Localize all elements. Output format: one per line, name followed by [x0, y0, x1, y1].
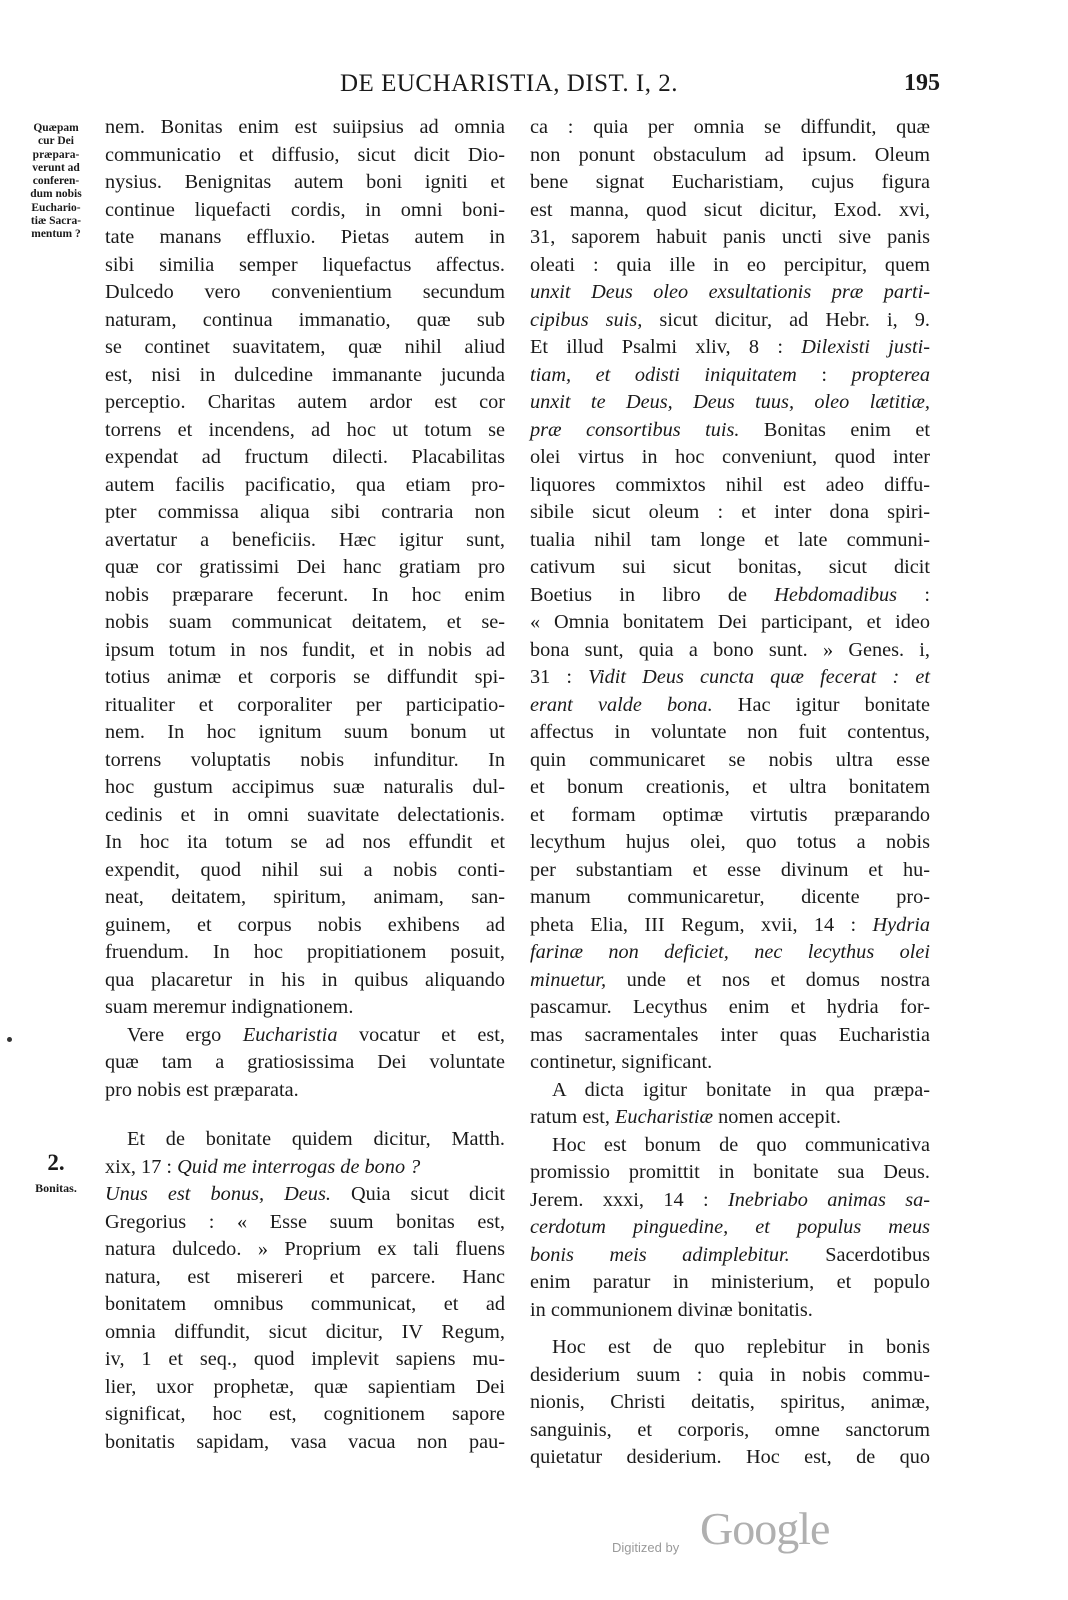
margin-note-line: Euchario- [31, 201, 81, 214]
text-line: iv, 1 et seq., quod implevit sapiens mu- [105, 1348, 505, 1370]
margin-note-line: tiæ Sacra- [30, 215, 82, 228]
text-line: quin communicaret se nobis ultra esse [530, 748, 930, 771]
text-line: est, nisi in dulcedine immanante jucunda [105, 363, 505, 386]
paragraph-3-line: xix, 17 : Quid me interrogas de bono ? [105, 1155, 421, 1178]
text-line: omnia diffundit, sicut dicitur, IV Regum, [105, 1320, 505, 1343]
text-line: liquores commixtos nihil est adeo diffu- [530, 473, 930, 496]
text-line: guinem, et corpus nobis exhibens ad [105, 913, 505, 936]
text-line: torrens et incendens, ad hoc ut totum se [105, 418, 505, 441]
text-line: bonitatem omnibus communicat, et ad [105, 1293, 505, 1315]
margin-note-line: conferen- [32, 175, 80, 188]
text-line: neat, deitatem, spiritum, animam, san- [105, 886, 505, 908]
margin-note-quaenam [18, 122, 94, 242]
text-line: continetur, significant. [530, 1051, 713, 1073]
text-line: olei virtus in hoc conveniunt, quod inter [530, 446, 930, 468]
paragraph-2-line: Vere ergo Eucharistia vocatur et est, [127, 1023, 505, 1046]
text-line: A dicta igitur bonitate in qua præpa- [552, 1078, 930, 1101]
text-line: bonitatis sapidam, vasa vacua non pau- [105, 1430, 505, 1453]
text-line: quietatur desiderium. Hoc est, de quo [530, 1446, 930, 1468]
text-line: affectus in voluntate non fuit contentus, [530, 721, 930, 743]
text-line: desiderium suum : quia in nobis commu- [530, 1363, 930, 1386]
text-line: mas sacramentales inter quas Eucharistia [530, 1023, 930, 1046]
page-number: 195 [904, 70, 940, 96]
text-line: bona sunt, quia a bono sunt. » Genes. i, [530, 638, 930, 661]
text-line: expendit, quod nihil sui a nobis conti- [105, 858, 505, 881]
text-line: manum communicaretur, dicente pro- [530, 886, 930, 908]
text-line: est manna, quod sicut dicitur, Exod. xvi, [530, 198, 930, 221]
text-line: significat, hoc est, cognitionem sapore [105, 1403, 505, 1425]
margin-note-line: mentum ? [31, 228, 81, 241]
text-line: bonis meis adimplebitur. Sacerdotibus [530, 1243, 930, 1266]
text-line: nem. Bonitas enim est suiipsius ad omnia [105, 116, 505, 138]
margin-note-line: dum nobis [30, 188, 82, 201]
text-line: totius animæ et corporis se diffundit spi- [105, 666, 505, 688]
text-line: promissio promittit in bonitate sua Deus. [530, 1161, 930, 1183]
section-label: Bonitas. [35, 1181, 77, 1195]
text-line: avertatur a beneficiis. Hæc igitur sunt, [105, 528, 505, 551]
text-line: naturam, continua immanatio, quæ sub [105, 308, 505, 331]
text-line: in communionem divinæ bonitatis. [530, 1298, 813, 1321]
text-line: cativum sui sicut bonitas, sicut dicit [530, 556, 930, 578]
text-line: tiam, et odisti iniquitatem : propterea [530, 363, 931, 386]
text-line: autem facilis pacificatio, qua etiam pro- [105, 473, 505, 496]
text-line: fruendum. In hoc propitiationem posuit, [105, 941, 505, 963]
text-line: Jerem. xxxi, 14 : Inebriabo animas sa- [530, 1188, 930, 1211]
margin-note-line: cur Dei [38, 135, 74, 148]
text-line: ca : quia per omnia se diffundit, quæ [530, 116, 930, 138]
text-line: nem. In hoc ignitum suum bonum ut [105, 721, 505, 743]
margin-note-line: verunt ad [32, 161, 80, 174]
text-line: ritualiter et corporaliter per participatio- [105, 693, 505, 716]
text-line: natura, est misereri et parcere. Hanc [105, 1265, 505, 1288]
text-line: minuetur, unde et nos et domus nostra [530, 968, 930, 991]
text-line: 31, saporem habuit panis uncti sive panis [530, 226, 930, 248]
text-line: « Omnia bonitatem Dei participant, et ideo [530, 611, 930, 633]
text-line: præ consortibus tuis. Bonitas enim et [530, 418, 930, 441]
text-line: cerdotum pinguedine, et populus meus [530, 1216, 930, 1238]
text-line: In hoc ita totum se ad nos effundit et [105, 831, 505, 853]
google-logo: Google [700, 1503, 830, 1554]
text-line: nobis præparare fecerunt. In hoc enim [105, 583, 505, 606]
text-line: se continet suavitatem, quæ nihil aliud [105, 336, 505, 358]
right-column [530, 114, 930, 1472]
stray-mark [7, 1037, 12, 1042]
paragraph-1 [105, 114, 505, 1022]
text-line: quæ cor gratissimi Dei hanc gratiam pro [105, 556, 505, 578]
text-line: unxit te Deus, Deus tuus, oleo lætitiæ, [530, 391, 930, 413]
text-line: tualia nihil tam longe et late communi- [530, 528, 930, 551]
text-line: tate manans effluxio. Pietas autem in [105, 226, 505, 248]
text-line: qua placaretur in his in quibus aliquando [105, 968, 505, 991]
text-line: et formam optimæ virtutis præparando [530, 803, 930, 826]
text-line: unxit Deus oleo exsultationis præ parti- [530, 281, 930, 303]
margin-note-line: Quæpam [33, 122, 79, 134]
text-line: hoc gustum accipimus suæ naturalis dul- [105, 776, 505, 798]
margin-note-line: præpara- [32, 148, 80, 161]
paragraph-3-line: Unus est bonus, Deus. Quia sicut dicit [105, 1183, 505, 1205]
margin-note-bonitas [18, 1150, 94, 1195]
text-line: pascamur. Lecythus enim et hydria for- [530, 996, 930, 1018]
text-line: Hoc est de quo replebitur in bonis [552, 1336, 930, 1358]
text-line: erant valde bona. Hac igitur bonitate [530, 693, 930, 716]
text-line: oleati : quia ille in eo percipitur, quem [530, 253, 930, 276]
text-line: non ponunt obstaculum ad ipsum. Oleum [530, 143, 930, 166]
left-column [105, 114, 505, 1456]
text-line: Hoc est bonum de quo communicativa [552, 1133, 930, 1156]
text-line: Et illud Psalmi xliv, 8 : Dilexisti justi- [530, 336, 930, 358]
text-line: continue liquefacti cordis, in omni boni- [105, 198, 505, 221]
text-line: suam meremur indignationem. [105, 996, 354, 1018]
digitized-watermark [612, 1502, 872, 1562]
text-line: bene signat Eucharistiam, cujus figura [530, 171, 930, 193]
paragraph-2-line: pro nobis est præparata. [105, 1078, 299, 1101]
paragraph-3-line: Et de bonitate quidem dicitur, Matth. [127, 1128, 505, 1150]
text-line: 31 : Vidit Deus cuncta quæ fecerat : et [530, 666, 930, 688]
paragraph-3-rest [105, 1209, 505, 1457]
text-line: per substantiam et esse divinum et hu- [530, 858, 930, 881]
running-title: DE EUCHARISTIA, DIST. I, 2. [340, 70, 679, 97]
text-line: nysius. Benignitas autem boni igniti et [105, 171, 505, 193]
text-line: Boetius in libro de Hebdomadibus : [530, 583, 930, 606]
text-line: lecythum hujus olei, quo totus a nobis [530, 831, 930, 853]
text-line: natura dulcedo. » Proprium ex tali fluens [105, 1238, 505, 1260]
text-line: Dulcedo vero convenientium secundum [105, 281, 505, 303]
text-line: Gregorius : « Esse suum bonitas est, [105, 1210, 505, 1233]
text-line: nobis suam communicat deitatem, et se- [105, 611, 505, 633]
text-line: sibile sicut oleum : et inter dona spiri- [530, 501, 930, 523]
text-line: communicatio et diffusio, sicut dicit Dio- [105, 143, 505, 166]
text-line: enim paratur in ministerium, et populo [530, 1271, 930, 1293]
text-line: et bonum creationis, et ultra bonitatem [530, 776, 930, 798]
text-line: ratum est, Eucharistiæ nomen accepit. [530, 1106, 841, 1128]
text-line: perceptio. Charitas autem ardor est cor [105, 391, 505, 413]
text-line: farinæ non deficiet, nec lecythus olei [530, 941, 930, 963]
section-number: 2. [47, 1150, 65, 1175]
text-line: lier, uxor prophetæ, quæ sapientiam Dei [105, 1375, 505, 1398]
text-line: torrens voluptatis nobis infunditur. In [105, 748, 505, 771]
text-line: sanguinis, et corporis, omne sanctorum [530, 1418, 930, 1441]
text-line: nionis, Christi deitatis, spiritus, animæ, [530, 1391, 930, 1413]
text-line: cipibus suis, sicut dicitur, ad Hebr. i, 9. [530, 308, 930, 331]
text-line: expendat ad fructum dilecti. Placabilitas [105, 446, 505, 468]
text-line: ipsum totum in nos fundit, et in nobis ad [105, 638, 505, 661]
text-line: pter commissa aliqua sibi contraria non [105, 501, 505, 523]
paragraph-2-line: quæ tam a gratiosissima Dei voluntate [105, 1051, 505, 1073]
text-line: cedinis et in omni suavitate delectationis. [105, 803, 505, 826]
page-header [105, 70, 940, 104]
text-line: sibi similia semper liquefactus affectus. [105, 253, 505, 276]
text-line: pheta Elia, III Regum, xvii, 14 : Hydria [530, 913, 930, 936]
digitized-by-text: Digitized by [612, 1540, 680, 1555]
